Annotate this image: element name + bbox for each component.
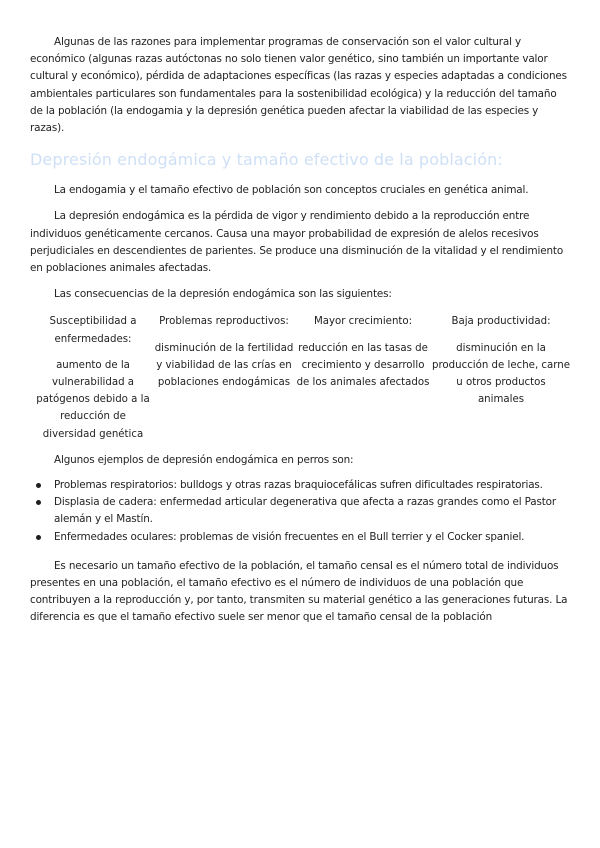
consequence-column [294,313,432,442]
consequence-description: aumento de la vulnerabilidad a patógenos debido a la reducción de diversidad genética [36,359,150,440]
bullet-icon [36,500,41,505]
consequence-column [32,313,154,442]
bullet-icon [36,483,41,488]
list-item [30,529,570,546]
list-item [30,494,570,528]
examples-list [30,477,570,546]
example-text: Enfermedades oculares: problemas de visión frecuentes en el Bull terrier y el Cocker spaniel. [54,530,525,543]
consequence-description: disminución en la producción de leche, carne u otros productos animales [432,342,570,406]
consequence-column [432,313,570,442]
section-heading: Depresión endogámica y tamaño efectivo de la población: [30,150,503,170]
consequence-description: disminución de la fertilidad y viabilidad de las crías en poblaciones endogámicas [154,342,294,389]
consequence-title: Susceptibilidad a enfermedades: [49,316,137,345]
consequence-title: Baja productividad: [451,316,551,328]
consequences-columns [30,313,570,442]
bullet-icon [36,535,41,540]
final-paragraph: Es necesario un tamaño efectivo de la población, el tamaño censal es el número total de individuos presentes en una población, el tamaño efectivo es el número de individuos de una población que contribuyen a la reproducción y, por tanto, transmiten su material genético a las generaciones futuras. La diferencia es que el tamaño efectivo suele ser menor que el tamaño censal de la población [30,559,568,624]
example-text: Problemas respiratorios: bulldogs y otras razas braquiocefálicas sufren dificultades respiratorias. [54,479,543,492]
consequence-description: reducción en las tasas de crecimiento y desarrollo de los animales afectados [296,342,430,389]
list-item [30,477,570,494]
consequence-title: Problemas reproductivos: [159,316,289,328]
definition-paragraph: La depresión endogámica es la pérdida de vigor y rendimiento debido a la reproducción entre individuos genéticamente cercanos. Causa una mayor probabilidad de expresión de alelos recesivos perjudiciales en descendientes de parientes. Se produce una disminución de la vitalidad y el rendimiento en poblaciones animales afectadas. [30,210,564,275]
concepts-paragraph: La endogamia y el tamaño efectivo de población son conceptos cruciales en genética animal. [54,184,529,197]
example-text: Displasia de cadera: enfermedad articular degenerativa que afecta a razas grandes como el Pastor alemán y el Mastín. [54,496,556,526]
consequence-title: Mayor crecimiento: [313,316,413,328]
consequence-column [154,313,294,442]
consequences-intro: Las consecuencias de la depresión endogámica son las siguientes: [54,288,392,301]
intro-paragraph: Algunas de las razones para implementar programas de conservación son el valor cultural y económico (algunas razas autóctonas no solo tienen valor genético, sino también un importante valor cultural y económico), pérdida de adaptaciones específicas (las razas y especies adaptadas a condiciones ambientales particulares son fundamentales para la sostenibilidad ecológica) y la reducción del tamaño de la población (la endogamia y la depresión genética pueden afectar la viabilidad de las especies y razas). [30,36,567,135]
examples-intro: Algunos ejemplos de depresión endogámica en perros son: [54,453,354,466]
